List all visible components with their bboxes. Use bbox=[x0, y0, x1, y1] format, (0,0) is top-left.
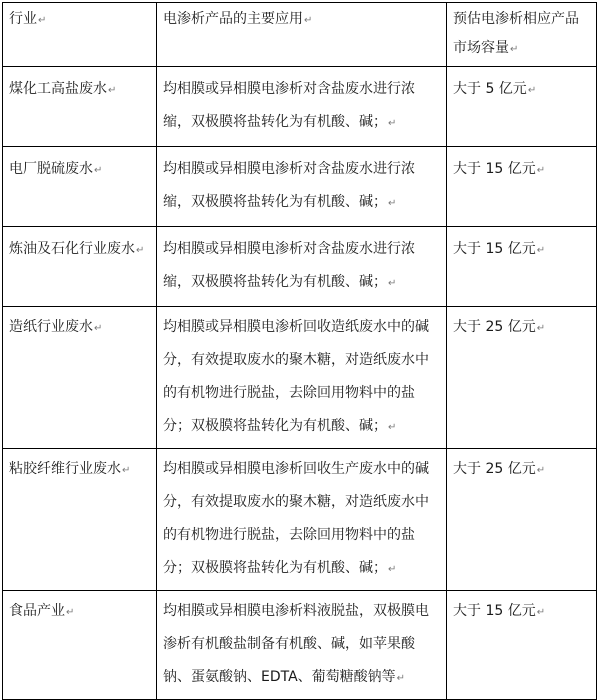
paragraph-mark-icon: ↵ bbox=[388, 278, 397, 289]
paragraph-mark-icon: ↵ bbox=[536, 323, 546, 334]
paragraph-mark-icon: ↵ bbox=[388, 422, 397, 433]
application-cell: 均相膜或异相膜电渗析对含盐废水进行浓缩，双极膜将盐转化为有机酸、碱；↵ bbox=[157, 227, 447, 307]
paragraph-mark-icon: ↵ bbox=[536, 245, 546, 256]
market-cell: 大于 15 亿元↵ bbox=[447, 591, 597, 700]
industry-cell: 食品产业↵ bbox=[3, 591, 157, 700]
paragraph-mark-icon: ↵ bbox=[510, 44, 519, 55]
paragraph-mark-icon: ↵ bbox=[66, 607, 75, 618]
header-cell-application: 电渗析产品的主要应用↵ bbox=[157, 3, 447, 67]
header-cell-market: 预估电渗析相应产品市场容量↵ bbox=[447, 3, 597, 67]
table-header-row bbox=[3, 3, 597, 67]
application-cell: 均相膜或异相膜电渗析对含盐废水进行浓缩，双极膜将盐转化为有机酸、碱；↵ bbox=[157, 67, 447, 147]
table-row bbox=[3, 307, 597, 449]
table-row bbox=[3, 227, 597, 307]
paragraph-mark-icon: ↵ bbox=[122, 465, 131, 476]
industry-cell: 炼油及石化行业废水↵ bbox=[3, 227, 157, 307]
industry-cell: 煤化工高盐废水↵ bbox=[3, 67, 157, 147]
market-table bbox=[2, 2, 597, 700]
market-cell: 大于 25 亿元↵ bbox=[447, 449, 597, 591]
paragraph-mark-icon: ↵ bbox=[536, 607, 546, 618]
paragraph-mark-icon: ↵ bbox=[388, 564, 397, 575]
paragraph-mark-icon: ↵ bbox=[536, 165, 546, 176]
paragraph-mark-icon: ↵ bbox=[136, 245, 145, 256]
paragraph-mark-icon: ↵ bbox=[94, 323, 103, 334]
market-cell: 大于 5 亿元↵ bbox=[447, 67, 597, 147]
paragraph-mark-icon: ↵ bbox=[108, 85, 117, 96]
paragraph-mark-icon: ↵ bbox=[388, 118, 397, 129]
industry-cell: 电厂脱硫废水↵ bbox=[3, 147, 157, 227]
industry-cell: 粘胶纤维行业废水↵ bbox=[3, 449, 157, 591]
table-row bbox=[3, 591, 597, 700]
market-cell: 大于 15 亿元↵ bbox=[447, 227, 597, 307]
application-cell: 均相膜或异相膜电渗析料液脱盐，双极膜电渗析有机酸盐制备有机酸、碱，如苹果酸钠、蛋氨酸钠、EDTA、葡萄糖酸钠等↵ bbox=[157, 591, 447, 700]
paragraph-mark-icon: ↵ bbox=[527, 85, 537, 96]
paragraph-mark-icon: ↵ bbox=[388, 198, 397, 209]
header-cell-industry: 行业↵ bbox=[3, 3, 157, 67]
paragraph-mark-icon: ↵ bbox=[94, 165, 103, 176]
paragraph-mark-icon: ↵ bbox=[38, 15, 47, 26]
industry-cell: 造纸行业废水↵ bbox=[3, 307, 157, 449]
application-cell: 均相膜或异相膜电渗析回收造纸废水中的碱分，有效提取废水的聚木糖，对造纸废水中的有机物进行脱盐，去除回用物料中的盐分；双极膜将盐转化为有机酸、碱；↵ bbox=[157, 307, 447, 449]
paragraph-mark-icon: ↵ bbox=[304, 15, 313, 26]
application-cell: 均相膜或异相膜电渗析回收生产废水中的碱分，有效提取废水的聚木糖，对造纸废水中的有机物进行脱盐，去除回用物料中的盐分；双极膜将盐转化为有机酸、碱；↵ bbox=[157, 449, 447, 591]
market-cell: 大于 15 亿元↵ bbox=[447, 147, 597, 227]
paragraph-mark-icon: ↵ bbox=[536, 465, 546, 476]
table-row bbox=[3, 67, 597, 147]
table-row bbox=[3, 449, 597, 591]
paragraph-mark-icon: ↵ bbox=[396, 673, 406, 684]
application-cell: 均相膜或异相膜电渗析对含盐废水进行浓缩，双极膜将盐转化为有机酸、碱；↵ bbox=[157, 147, 447, 227]
table-row bbox=[3, 147, 597, 227]
market-cell: 大于 25 亿元↵ bbox=[447, 307, 597, 449]
